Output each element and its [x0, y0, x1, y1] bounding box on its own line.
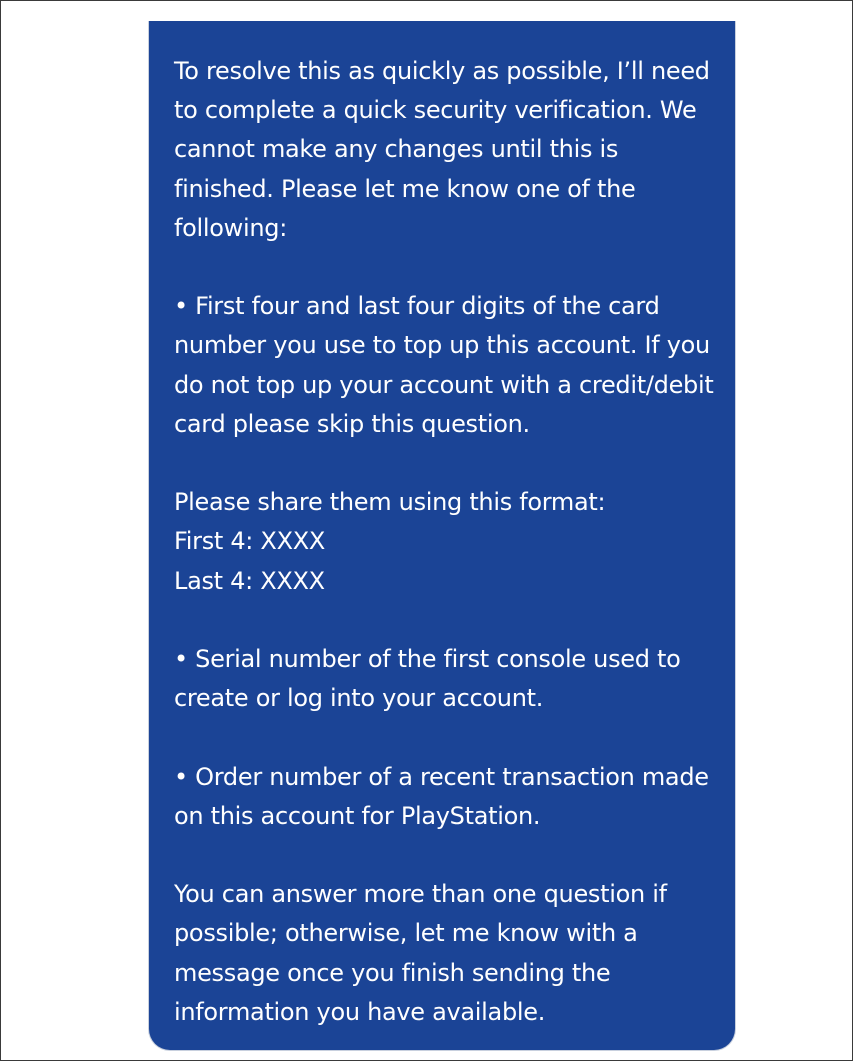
message-intro: To resolve this as quickly as possible, I’ll need to complete a quick security verification. We cannot make any changes until this is finished. Please let me know one of the following: [174, 57, 710, 242]
paragraph-spacer [174, 444, 715, 483]
option-console-serial: • Serial number of the first console used to create or log into your account. [174, 645, 681, 713]
paragraph-spacer [174, 601, 715, 640]
format-first-four: First 4: XXXX [174, 527, 325, 556]
chat-message-bubble [148, 21, 736, 1051]
paragraph-spacer [174, 248, 715, 287]
option-card-digits: • First four and last four digits of the card number you use to top up this account. If you do not top up your account with a credit/debit card please skip this question. [174, 292, 714, 438]
paragraph-spacer [174, 718, 715, 757]
format-intro: Please share them using this format: [174, 488, 606, 517]
format-last-four: Last 4: XXXX [174, 566, 325, 595]
option-order-number: • Order number of a recent transaction made on this account for PlayStation. [174, 762, 709, 830]
message-closing: You can answer more than one question if possible; otherwise, let me know with a message once you finish sending the information you have available. [174, 880, 667, 1026]
paragraph-spacer [174, 836, 715, 875]
